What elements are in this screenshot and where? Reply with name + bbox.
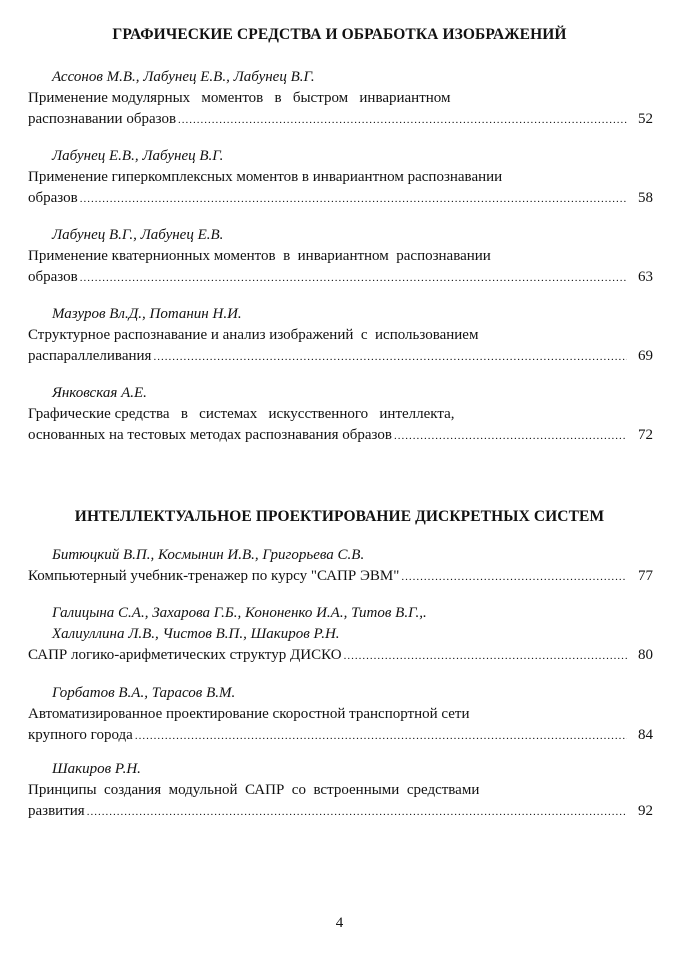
entry-title-line: Компьютерный учебник-тренажер по курсу "САПР ЭВМ" (28, 568, 400, 584)
entry-authors: Лабунец В.Г., Лабунец Е.В. (52, 227, 224, 243)
toc-entry (28, 383, 653, 447)
entry-title-last-line (28, 566, 653, 588)
entry-authors: Халиуллина Л.В., Чистов В.П., Шакиров Р.Н. (52, 626, 340, 642)
entry-page-number: 72 (638, 427, 653, 443)
entry-title-last-line (28, 109, 653, 131)
entry-page-number: 63 (638, 269, 653, 285)
entry-title-line: образов (28, 190, 78, 206)
entry-title-line: распознавании образов (28, 111, 177, 127)
toc-entry (28, 545, 653, 588)
toc-entry (28, 304, 653, 368)
dot-leader (401, 567, 627, 588)
entry-title-line: Графические средства в системах искусственного интеллекта, (28, 406, 455, 422)
entry-title-last-line (28, 425, 653, 447)
dot-leader (344, 646, 627, 667)
entry-authors: Мазуров Вл.Д., Потанин Н.И. (52, 306, 242, 322)
dot-leader (87, 802, 627, 823)
entry-title-line: Принципы создания модульной САПР со встроенными средствами (28, 782, 480, 798)
toc-entry (28, 759, 653, 823)
entry-title-line: основанных на тестовых методах распознавания образов (28, 427, 392, 443)
section-heading: ГРАФИЧЕСКИЕ СРЕДСТВА И ОБРАБОТКА ИЗОБРАЖЕНИЙ (112, 26, 567, 43)
toc-entry (28, 146, 653, 210)
entry-title-last-line (28, 267, 653, 289)
entry-page-number: 52 (638, 111, 653, 127)
toc-entry (28, 225, 653, 289)
entry-title-line: Автоматизированное проектирование скоростной транспортной сети (28, 706, 470, 722)
entry-page-number: 80 (638, 647, 653, 663)
entry-title-line: Применение модулярных моментов в быстром инвариантном (28, 90, 451, 106)
section-heading: ИНТЕЛЛЕКТУАЛЬНОЕ ПРОЕКТИРОВАНИЕ ДИСКРЕТНЫХ СИСТЕМ (74, 508, 605, 525)
entry-authors: Битюцкий В.П., Космынин И.В., Григорьева С.В. (52, 547, 365, 563)
entry-title-last-line (28, 188, 653, 210)
dot-leader (178, 110, 627, 131)
entry-title-line: развития (28, 803, 85, 819)
entry-page-number: 69 (638, 348, 653, 364)
entry-title-line: Применение гиперкомплексных моментов в инвариантном распознавании (28, 169, 503, 185)
toc-entry (28, 683, 653, 747)
entry-title-last-line (28, 725, 653, 747)
entry-authors: Галицына С.А., Захарова Г.Б., Кононенко И.А., Титов В.Г.,. (52, 605, 427, 621)
entry-authors: Ассонов М.В., Лабунец Е.В., Лабунец В.Г. (52, 69, 315, 85)
dot-leader (135, 726, 627, 747)
entry-title-line: крупного города (28, 727, 133, 743)
entry-title-line: образов (28, 269, 78, 285)
dot-leader (394, 426, 627, 447)
entry-page-number: 92 (638, 803, 653, 819)
dot-leader (153, 347, 627, 368)
entry-authors: Шакиров Р.Н. (52, 761, 141, 777)
entry-title-line: Структурное распознавание и анализ изображений с использованием (28, 327, 479, 343)
entry-page-number: 84 (638, 727, 653, 743)
entry-page-number: 58 (638, 190, 653, 206)
entry-authors: Лабунец Е.В., Лабунец В.Г. (52, 148, 224, 164)
entry-page-number: 77 (638, 568, 653, 584)
entry-title-last-line (28, 645, 653, 667)
entry-title-last-line (28, 346, 653, 368)
entry-title-line: САПР логико-арифметических структур ДИСКО (28, 647, 342, 663)
toc-entry (28, 603, 653, 667)
entry-title-last-line (28, 801, 653, 823)
page-number: 4 (335, 915, 344, 931)
dot-leader (80, 189, 627, 210)
entry-authors: Янковская А.Е. (52, 385, 147, 401)
toc-entry (28, 67, 653, 131)
entry-title-line: распараллеливания (28, 348, 152, 364)
entry-authors: Горбатов В.А., Тарасов В.М. (52, 685, 236, 701)
entry-title-line: Применение кватернионных моментов в инвариантном распознавании (28, 248, 491, 264)
dot-leader (80, 268, 627, 289)
